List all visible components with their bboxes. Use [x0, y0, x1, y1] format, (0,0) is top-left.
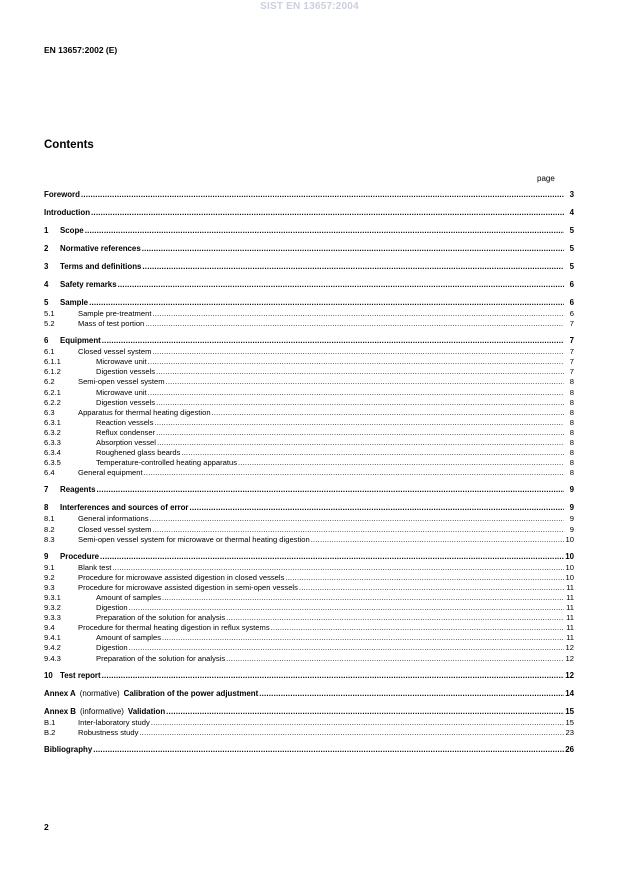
toc-entry-number: 9.3 [44, 582, 55, 592]
toc-entry-number: 8 [44, 503, 49, 513]
toc-entry-title: General informations [78, 514, 149, 524]
dot-leader [152, 347, 564, 357]
toc-entry-title: Temperature-controlled heating apparatus [96, 458, 237, 468]
toc-entry-title: Amount of samples [96, 592, 161, 602]
toc-entry-page: 12 [565, 670, 574, 680]
dot-leader [85, 225, 564, 237]
toc-entry-page: 7 [569, 336, 574, 346]
toc-entry-page: 8 [569, 417, 574, 427]
toc-entry-number: 9.4.3 [44, 653, 61, 663]
toc-entry-title: Robustness study [78, 727, 139, 737]
toc-entry-page: 8 [569, 438, 574, 448]
toc-entry-page: 9 [569, 524, 574, 534]
dot-leader [144, 468, 564, 478]
toc-entry[interactable] [44, 357, 574, 367]
toc-entry[interactable] [44, 207, 574, 219]
dot-leader [100, 551, 564, 563]
toc-entry[interactable] [44, 261, 574, 273]
toc-entry-title: Procedure [60, 551, 100, 561]
toc-entry-title: Annex B [44, 706, 77, 716]
dot-leader [148, 357, 564, 367]
toc-entry-page: 6 [569, 280, 574, 289]
toc-entry-number: 6.3.2 [44, 427, 61, 437]
toc-entry-title: Digestion vessels [96, 367, 156, 377]
annex-type-tag: (informative) [80, 706, 124, 716]
toc-entry-page: 8 [569, 377, 574, 387]
toc-entry-number: 8.2 [44, 524, 55, 534]
toc-entry[interactable] [44, 418, 574, 428]
dot-leader [93, 744, 564, 756]
toc-entry-number: 6.2.1 [44, 387, 61, 397]
dot-leader [156, 428, 564, 438]
toc-entry-number: 9.4 [44, 623, 55, 633]
toc-entry[interactable] [44, 706, 574, 718]
toc-entry-page: 5 [569, 262, 574, 271]
toc-entry[interactable] [44, 398, 574, 408]
dot-leader [129, 603, 564, 613]
dot-leader [148, 388, 564, 398]
toc-entry[interactable] [44, 297, 574, 309]
dot-leader [271, 623, 564, 633]
toc-entry[interactable] [44, 593, 574, 603]
toc-entry-page: 11 [566, 592, 574, 602]
page-number: 2 [44, 822, 49, 832]
toc-entry-page: 3 [569, 190, 574, 199]
toc-entry-title: Normative references [60, 244, 141, 253]
toc-entry-title: Sample pre-treatment [78, 309, 152, 318]
toc-entry-title: Blank test [78, 562, 112, 572]
toc-entry-number: 5.1 [44, 309, 55, 318]
dot-leader [102, 335, 564, 347]
dot-leader [299, 583, 564, 593]
toc-entry[interactable] [44, 514, 574, 524]
toc-entry-number: 6.1.2 [44, 367, 61, 377]
dot-leader [166, 377, 564, 387]
toc-entry-number: 5.2 [44, 319, 55, 329]
toc-entry[interactable] [44, 189, 574, 201]
toc-entry-title: Introduction [44, 208, 91, 217]
toc-entry-title: Digestion [96, 643, 128, 653]
toc-entry[interactable] [44, 633, 574, 643]
toc-entry[interactable] [44, 551, 574, 563]
dot-leader [166, 706, 564, 718]
dot-leader [151, 718, 564, 728]
toc-entry-page: 6 [569, 298, 574, 307]
dot-leader [154, 418, 564, 428]
toc-entry-page: 9 [569, 514, 574, 524]
contents-heading: Contents [44, 139, 94, 151]
dot-leader [156, 398, 564, 408]
toc-entry-title: Semi-open vessel system [78, 377, 165, 387]
toc-entry-page: 7 [569, 347, 574, 357]
toc-entry-title: Validation [127, 706, 166, 716]
toc-entry-number: 9.3.2 [44, 603, 61, 613]
dot-leader [259, 688, 564, 700]
toc-entry-page: 7 [569, 367, 574, 377]
dot-leader [311, 535, 564, 545]
toc-entry-number: 6.4 [44, 468, 55, 478]
toc-entry-number: 10 [44, 670, 53, 680]
dot-leader [91, 207, 564, 219]
dot-leader [152, 525, 564, 535]
toc-entry-page: 15 [565, 706, 574, 716]
dot-leader [285, 573, 564, 583]
toc-entry-title: Procedure for microwave assisted digestion in semi-open vessels [78, 582, 298, 592]
toc-entry-page: 6 [569, 309, 574, 318]
toc-entry-page: 11 [566, 582, 574, 592]
toc-entry-title: Bibliography [44, 744, 93, 754]
dot-leader [102, 670, 564, 682]
toc-entry-number: 7 [44, 485, 49, 495]
dot-leader [97, 484, 564, 496]
toc-entry-title: Procedure for microwave assisted digestion in closed vessels [78, 572, 285, 582]
toc-entry-title: Roughened glass beards [96, 448, 181, 458]
toc-entry-title: Procedure for thermal heating digestion in reflux systems [78, 623, 270, 633]
toc-entry-title: Inter-laboratory study [78, 717, 150, 727]
toc-entry[interactable] [44, 468, 574, 478]
toc-entry-title: Test report [60, 670, 101, 680]
toc-entry-title: Equipment [60, 336, 101, 346]
toc-entry-page: 10 [565, 534, 574, 544]
toc-entry[interactable] [44, 718, 574, 728]
toc-entry-title: Foreword [44, 190, 80, 199]
dot-leader [129, 643, 564, 653]
toc-entry-number: 3 [44, 262, 49, 271]
toc-entry-page: 14 [565, 688, 574, 698]
dot-leader [145, 319, 564, 329]
dot-leader [190, 502, 565, 514]
toc-entry-page: 9 [569, 503, 574, 513]
watermark-text: SIST EN 13657:2004 [260, 1, 359, 12]
toc-entry-title: General equipment [78, 468, 143, 478]
toc-entry[interactable] [44, 535, 574, 545]
toc-entry-title: Calibration of the power adjustment [123, 688, 259, 698]
toc-entry-number: 2 [44, 244, 49, 253]
toc-entry-title: Safety remarks [60, 280, 117, 289]
toc-entry-page: 8 [569, 397, 574, 407]
toc-entry-page: 11 [566, 603, 574, 613]
toc-entry-page: 10 [565, 562, 574, 572]
toc-entry[interactable] [44, 428, 574, 438]
toc-entry[interactable] [44, 484, 574, 496]
toc-entry-title: Preparation of the solution for analysis [96, 653, 226, 663]
dot-leader [89, 297, 564, 309]
dot-leader [81, 189, 564, 201]
toc-entry-page: 7 [569, 319, 574, 329]
dot-leader [150, 514, 565, 524]
toc-entry[interactable] [44, 408, 574, 418]
page-column-label: page [537, 174, 555, 183]
toc-entry-number: 6.1 [44, 347, 55, 357]
toc-entry-page: 7 [569, 357, 574, 367]
toc-entry-title: Apparatus for thermal heating digestion [78, 407, 211, 417]
toc-entry[interactable] [44, 335, 574, 347]
toc-entry-number: 5 [44, 298, 49, 307]
toc-entry-number: B.2 [44, 727, 56, 737]
toc-entry-page: 10 [565, 551, 574, 561]
dot-leader [226, 613, 564, 623]
toc-entry[interactable] [44, 367, 574, 377]
toc-entry-number: 1 [44, 226, 49, 235]
toc-entry[interactable] [44, 243, 574, 255]
toc-entry-number: 9.3.1 [44, 592, 61, 602]
toc-entry-number: 6.3.4 [44, 448, 61, 458]
dot-leader [142, 243, 564, 255]
toc-entry-title: Closed vessel system [78, 347, 152, 357]
toc-entry-page: 11 [566, 613, 574, 623]
toc-entry[interactable] [44, 563, 574, 573]
document-id-header: EN 13657:2002 (E) [44, 45, 118, 55]
toc-entry-page: 8 [569, 387, 574, 397]
toc-entry-number: 9.1 [44, 562, 55, 572]
toc-entry-number: 8.3 [44, 534, 55, 544]
toc-entry-page: 10 [565, 572, 574, 582]
toc-entry-page: 8 [569, 427, 574, 437]
toc-entry-title: Sample [60, 298, 89, 307]
toc-entry-page: 26 [565, 744, 574, 754]
dot-leader [156, 367, 564, 377]
annex-type-tag: (normative) [79, 688, 120, 698]
toc-entry-page: 4 [569, 208, 574, 217]
toc-entry-title: Closed vessel system [78, 524, 152, 534]
toc-entry[interactable] [44, 458, 574, 468]
toc-entry[interactable] [44, 319, 574, 329]
toc-entry-title: Annex A [44, 688, 76, 698]
toc-entry[interactable] [44, 744, 574, 756]
toc-entry-number: 6.3.5 [44, 458, 61, 468]
toc-entry[interactable] [44, 438, 574, 448]
toc-entry[interactable] [44, 279, 574, 291]
toc-entry-number: B.1 [44, 717, 56, 727]
toc-entry[interactable] [44, 654, 574, 664]
toc-entry-title: Reagents [60, 485, 96, 495]
toc-entry[interactable] [44, 613, 574, 623]
toc-entry-number: 9 [44, 551, 49, 561]
toc-entry-page: 8 [569, 448, 574, 458]
toc-entry-page: 8 [569, 458, 574, 468]
table-of-contents [44, 189, 574, 756]
toc-entry-number: 6.2 [44, 377, 55, 387]
dot-leader [118, 279, 564, 291]
toc-entry-number: 6.3.3 [44, 438, 61, 448]
dot-leader [152, 309, 564, 319]
toc-entry[interactable] [44, 603, 574, 613]
toc-entry-number: 8.1 [44, 514, 55, 524]
toc-entry[interactable] [44, 525, 574, 535]
toc-entry-title: Semi-open vessel system for microwave or thermal heating digestion [78, 534, 310, 544]
toc-entry[interactable] [44, 225, 574, 237]
toc-entry-title: Interferences and sources of error [60, 503, 189, 513]
toc-entry-title: Absorption vessel [96, 438, 156, 448]
toc-entry-number: 6.2.2 [44, 397, 61, 407]
dot-leader [157, 438, 564, 448]
dot-leader [142, 261, 564, 273]
toc-entry-page: 9 [569, 485, 574, 495]
toc-entry-number: 4 [44, 280, 49, 289]
dot-leader [238, 458, 564, 468]
toc-entry-number: 6.3 [44, 407, 55, 417]
toc-entry-number: 9.3.3 [44, 613, 61, 623]
toc-entry[interactable] [44, 309, 574, 319]
toc-entry-page: 5 [569, 226, 574, 235]
toc-entry-page: 15 [565, 717, 574, 727]
toc-entry[interactable] [44, 623, 574, 633]
toc-entry[interactable] [44, 388, 574, 398]
toc-entry-number: 9.4.1 [44, 633, 61, 643]
toc-entry-title: Mass of test portion [78, 319, 145, 329]
toc-entry[interactable] [44, 377, 574, 387]
toc-entry[interactable] [44, 728, 574, 738]
toc-entry-number: 6.1.1 [44, 357, 61, 367]
toc-entry-page: 12 [565, 653, 574, 663]
toc-entry[interactable] [44, 643, 574, 653]
dot-leader [226, 654, 564, 664]
toc-entry-title: Microwave unit [96, 357, 147, 367]
dot-leader [162, 633, 564, 643]
toc-entry-page: 5 [569, 244, 574, 253]
toc-entry[interactable] [44, 502, 574, 514]
toc-entry-number: 6 [44, 336, 49, 346]
toc-entry[interactable] [44, 347, 574, 357]
toc-entry[interactable] [44, 583, 574, 593]
toc-entry-page: 11 [566, 633, 574, 643]
toc-entry[interactable] [44, 573, 574, 583]
dot-leader [139, 728, 564, 738]
toc-entry-page: 11 [566, 623, 574, 633]
toc-entry-page: 8 [569, 407, 574, 417]
toc-entry-title: Terms and definitions [60, 262, 142, 271]
dot-leader [181, 448, 564, 458]
toc-entry-title: Digestion [96, 603, 128, 613]
toc-entry-title: Reflux condenser [96, 427, 156, 437]
dot-leader [112, 563, 564, 573]
dot-leader [212, 408, 564, 418]
toc-entry-number: 9.2 [44, 572, 55, 582]
toc-entry-title: Preparation of the solution for analysis [96, 613, 226, 623]
toc-entry[interactable] [44, 448, 574, 458]
toc-entry-title: Reaction vessels [96, 417, 154, 427]
toc-entry-page: 8 [569, 468, 574, 478]
toc-entry-title: Amount of samples [96, 633, 161, 643]
toc-entry[interactable] [44, 688, 574, 700]
toc-entry-title: Scope [60, 226, 84, 235]
dot-leader [162, 593, 564, 603]
toc-entry-page: 12 [565, 643, 574, 653]
toc-entry-number: 6.3.1 [44, 417, 61, 427]
toc-entry-number: 9.4.2 [44, 643, 61, 653]
toc-entry-title: Digestion vessels [96, 397, 156, 407]
toc-entry-page: 23 [565, 727, 574, 737]
toc-entry[interactable] [44, 670, 574, 682]
toc-entry-title: Microwave unit [96, 387, 147, 397]
